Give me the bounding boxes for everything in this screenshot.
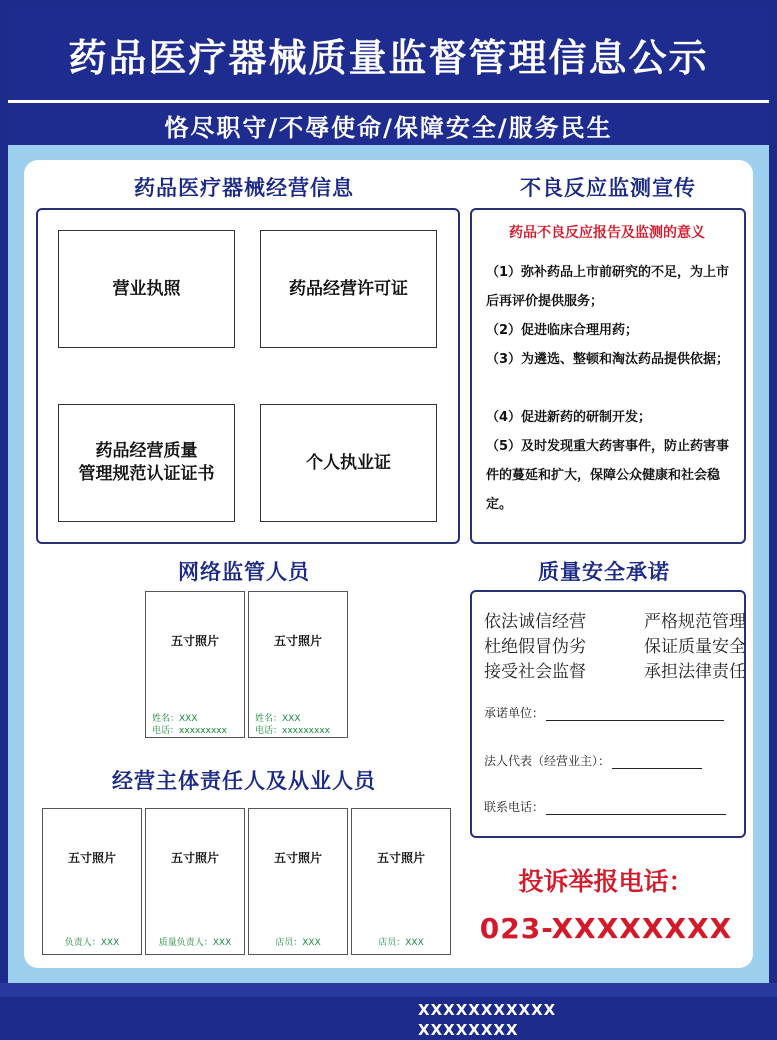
footer-line-2: XXXXXXXX — [418, 1021, 519, 1039]
pledge-title: 质量安全承诺 — [538, 560, 670, 584]
pledge-field-unit: 承诺单位： — [484, 704, 724, 721]
cert-practice: 个人执业证 — [260, 404, 437, 522]
adr-item: （5）及时发现重大药害事件，防止药害事件的蔓延和扩大，保障公众健康和社会稳定。 — [486, 439, 730, 512]
business-info-title: 药品医疗器械经营信息 — [134, 176, 354, 200]
staff-phone: 电话：xxxxxxxxx — [255, 726, 330, 736]
business-info-frame — [36, 208, 460, 544]
network-staff-photo — [145, 591, 245, 738]
responsible-photo — [248, 808, 348, 955]
staff-name: 姓名：XXX — [255, 714, 301, 724]
pledge-row: 依法诚信经营 严格规范管理 — [484, 612, 746, 632]
adr-item: （4）促进新药的研制开发； — [486, 410, 652, 425]
photo-placeholder: 五寸照片 — [170, 634, 219, 648]
cert-gsp — [58, 404, 235, 522]
responsible-photo — [42, 808, 142, 955]
pledge-field-legal: 法人代表（经营业主）： — [484, 752, 702, 769]
network-staff-title: 网络监管人员 — [178, 560, 310, 584]
photo-placeholder: 五寸照片 — [376, 851, 425, 865]
responsible-photo — [351, 808, 451, 955]
pledge-frame — [470, 590, 746, 838]
adr-title: 不良反应监测宣传 — [520, 176, 696, 200]
pledge-row: 接受社会监督 承担法律责任 — [484, 662, 746, 682]
footer-line-1: XXXXXXXXXXX — [418, 1001, 557, 1019]
responsible-caption: 负责人：XXX — [64, 938, 120, 948]
slogan: 恪尽职守/不辱使命/保障安全/服务民生 — [164, 113, 613, 142]
complaint-number: 023-XXXXXXXX — [479, 912, 733, 945]
photo-placeholder: 五寸照片 — [273, 851, 322, 865]
footer — [0, 983, 777, 1040]
pledge-row: 杜绝假冒伪劣 保证质量安全 — [484, 637, 746, 657]
responsible-caption: 店员：XXX — [378, 938, 424, 948]
adr-frame — [470, 208, 746, 544]
adr-heading: 药品不良反应报告及监测的意义 — [509, 225, 705, 241]
cert-gsp-label: 药品经营质量 管理规范认证证书 — [78, 441, 215, 484]
complaint-label: 投诉举报电话： — [518, 867, 694, 896]
responsible-caption: 质量负责人：XXX — [158, 938, 232, 948]
photo-placeholder: 五寸照片 — [170, 851, 219, 865]
page-title: 药品医疗器械质量监督管理信息公示 — [68, 35, 709, 80]
header-divider — [8, 100, 769, 103]
network-staff-photo — [248, 591, 348, 738]
pledge-lines — [484, 610, 746, 685]
responsible-title: 经营主体责任人及从业人员 — [112, 769, 376, 793]
photo-placeholder: 五寸照片 — [273, 634, 322, 648]
content-panel — [24, 160, 753, 968]
cert-business-license: 营业执照 — [58, 230, 235, 348]
responsible-photo — [145, 808, 245, 955]
responsible-caption: 店员：XXX — [275, 938, 321, 948]
staff-phone: 电话：xxxxxxxxx — [152, 726, 227, 736]
cert-drug-license: 药品经营许可证 — [260, 230, 437, 348]
adr-item: （2）促进临床合理用药； — [486, 323, 639, 338]
pledge-field-phone: 联系电话： — [484, 798, 726, 815]
adr-item: （1）弥补药品上市前研究的不足，为上市后再评价提供服务； — [486, 265, 730, 309]
footer-strip — [0, 983, 777, 997]
adr-item: （3）为遴选、整顿和淘汰药品提供依据； — [486, 352, 730, 367]
staff-name: 姓名：XXX — [152, 714, 198, 724]
header — [8, 8, 769, 145]
photo-placeholder: 五寸照片 — [67, 851, 116, 865]
